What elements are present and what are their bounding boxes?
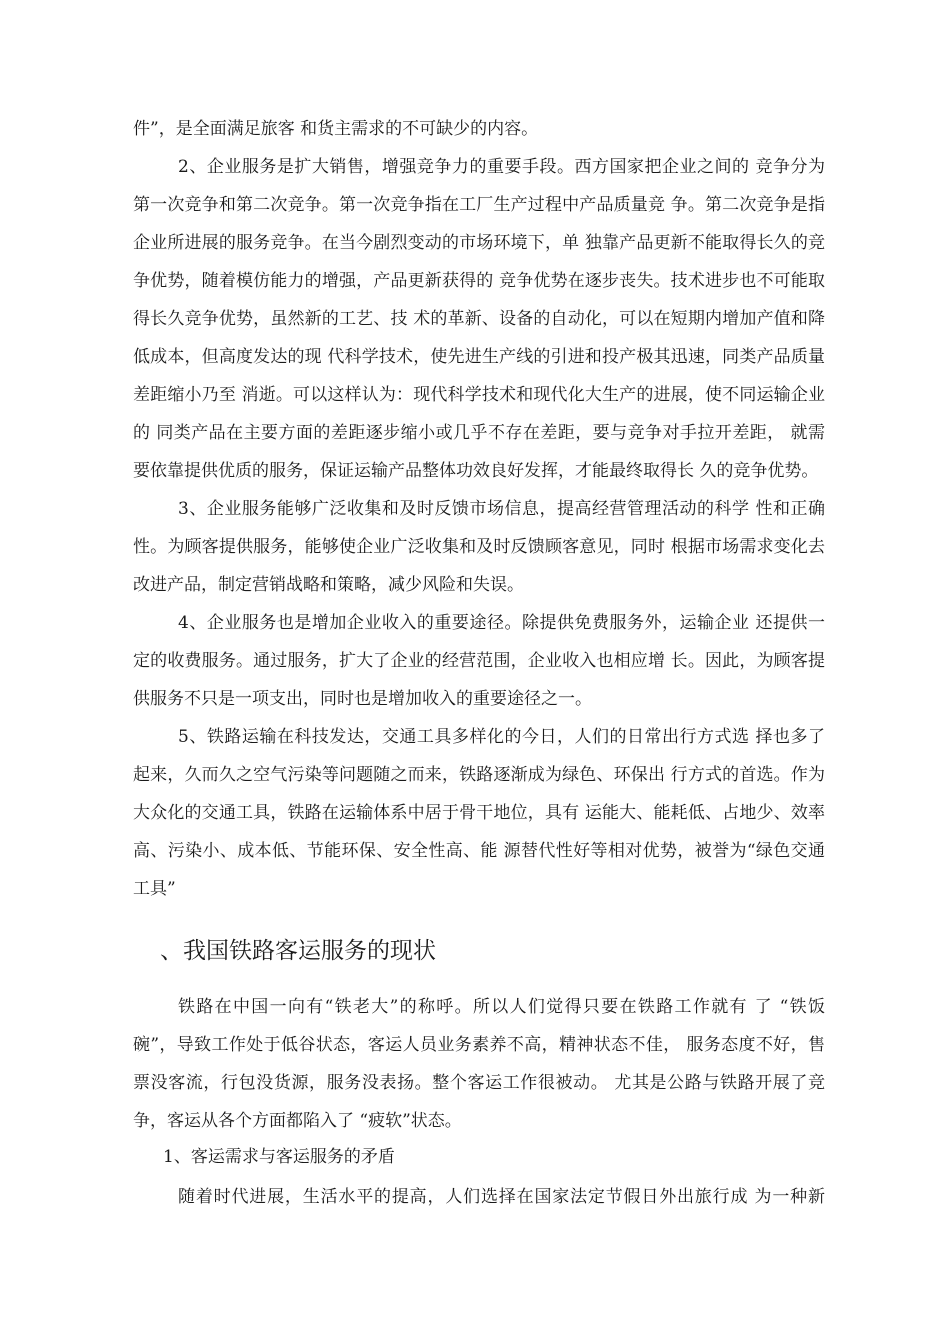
- paragraph-line: 4、企业服务也是增加企业收入的重要途径。除提供免费服务外，运输企业 还提供一: [178, 613, 825, 633]
- paragraph-line: 得长久竞争优势，虽然新的工艺、技 术的革新、设备的自动化，可以在短期内增加产值和降: [133, 309, 825, 329]
- paragraph-line: 起来，久而久之空气污染等问题随之而来，铁路逐渐成为绿色、环保出 行方式的首选。作为: [133, 765, 825, 785]
- paragraph-line: 工具”: [133, 879, 176, 899]
- paragraph-line: 随着时代进展，生活水平的提高，人们选择在国家法定节假日外出旅行成 为一种新: [178, 1187, 825, 1207]
- paragraph-line: 供服务不只是一项支出，同时也是增加收入的重要途径之一。: [133, 689, 592, 709]
- paragraph-line: 的 同类产品在主要方面的差距逐步缩小或几乎不存在差距，要与竞争对手拉开差距， 就需: [133, 423, 825, 443]
- paragraph-line: 第一次竞争和第二次竞争。第一次竞争指在工厂生产过程中产品质量竞 争。第二次竞争是指: [133, 195, 825, 215]
- paragraph-line: 性。为顾客提供服务，能够使企业广泛收集和及时反馈顾客意见，同时 根据市场需求变化去: [133, 537, 825, 557]
- paragraph-line: 票没客流，行包没货源，服务没表扬。整个客运工作很被动。 尤其是公路与铁路开展了竞: [133, 1073, 825, 1093]
- paragraph-line: 2、企业服务是扩大销售，增强竞争力的重要手段。西方国家把企业之间的 竞争分为: [178, 157, 825, 177]
- paragraph-line: 大众化的交通工具，铁路在运输体系中居于骨干地位，具有 运能大、能耗低、占地少、效率: [133, 803, 825, 823]
- paragraph-line: 争优势，随着模仿能力的增强，产品更新获得的 竞争优势在逐步丧失。技术进步也不可能取: [133, 271, 825, 291]
- paragraph-line: 碗”，导致工作处于低谷状态，客运人员业务素养不高，精神状态不佳， 服务态度不好，售: [133, 1035, 825, 1055]
- paragraph-line: 企业所进展的服务竞争。在当今剧烈变动的市场环境下，单 独靠产品更新不能取得长久的竞: [133, 233, 825, 253]
- paragraph-line: 定的收费服务。通过服务，扩大了企业的经营范围，企业收入也相应增 长。因此，为顾客提: [133, 651, 825, 671]
- subheading: 1、客运需求与客运服务的矛盾: [163, 1147, 395, 1167]
- paragraph-line: 5、铁路运输在科技发达，交通工具多样化的今日，人们的日常出行方式选 择也多了: [178, 727, 825, 747]
- paragraph-line: 要依靠提供优质的服务，保证运输产品整体功效良好发挥，才能最终取得长 久的竞争优势。: [133, 461, 819, 481]
- paragraph-line: 铁路在中国一向有“铁老大”的称呼。所以人们觉得只要在铁路工作就有 了 “铁饭: [178, 997, 825, 1017]
- paragraph-line: 3、企业服务能够广泛收集和及时反馈市场信息，提高经营管理活动的科学 性和正确: [178, 499, 825, 519]
- paragraph-line: 低成本，但高度发达的现 代科学技术，使先进生产线的引进和投产极其迅速，同类产品质量: [133, 347, 825, 367]
- paragraph-line: 争，客运从各个方面都陷入了 “疲软”状态。: [133, 1111, 462, 1131]
- section-heading: 、我国铁路客运服务的现状: [160, 938, 436, 964]
- paragraph-line: 件”，是全面满足旅客 和货主需求的不可缺少的内容。: [133, 119, 539, 139]
- paragraph-line: 改进产品，制定营销战略和策略，减少风险和失误。: [133, 575, 524, 595]
- paragraph-line: 差距缩小乃至 消逝。可以这样认为：现代科学技术和现代化大生产的进展，使不同运输企业: [133, 385, 825, 405]
- paragraph-line: 高、污染小、成本低、节能环保、安全性高、能 源替代性好等相对优势，被誉为“绿色交通: [133, 841, 825, 861]
